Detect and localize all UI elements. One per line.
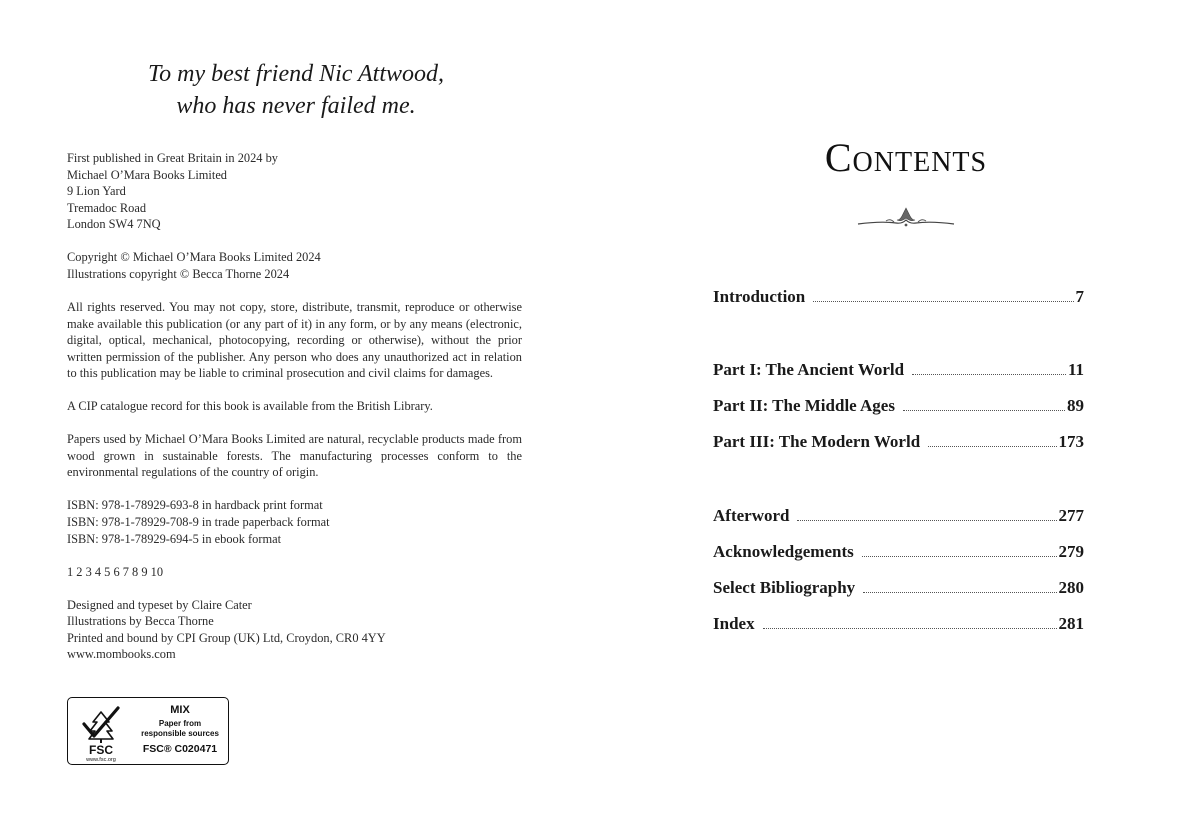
toc-entry-introduction[interactable] (713, 283, 1084, 307)
fsc-url: www.fsc.org (86, 757, 116, 762)
toc-entry-part-1[interactable] (713, 356, 1084, 380)
toc-entry-title: Part II: The Middle Ages (713, 396, 895, 415)
toc-entry-title: Select Bibliography (713, 578, 856, 597)
dedication (96, 58, 496, 122)
publisher-line: First published in Great Britain in 2024 by (67, 151, 278, 165)
isbn-line: ISBN: 978-1-78929-708-9 in trade paperback format (67, 515, 330, 530)
cip-notice: A CIP catalogue record for this book is available from the British Library. (67, 399, 433, 414)
credits-line: Designed and typeset by Claire Cater (67, 597, 252, 612)
contents-heading: Contents (824, 135, 988, 180)
toc-entry-page: 7 (1075, 287, 1084, 306)
imprint-block (67, 150, 522, 679)
contents-page (600, 0, 1200, 832)
toc-entry-page: 173 (1058, 432, 1084, 451)
isbn-line: ISBN: 978-1-78929-693-8 in hardback print format (67, 498, 323, 513)
toc-entry-title: Introduction (713, 287, 806, 306)
toc-leader-dots (813, 301, 1073, 302)
website-line: www.mombooks.com (67, 647, 176, 662)
toc-entry-page: 11 (1067, 360, 1084, 379)
toc-leader-dots (763, 628, 1057, 629)
isbn-list (67, 497, 522, 547)
dedication-line-2: who has never failed me. (176, 93, 416, 119)
credits-line: Illustrations by Becca Thorne (67, 614, 214, 629)
fsc-certification-logo (67, 697, 229, 765)
toc-entry-part-2[interactable] (713, 392, 1084, 416)
toc-entry-page: 279 (1058, 542, 1084, 561)
publisher-line: London SW4 7NQ (67, 217, 161, 232)
toc-leader-dots (912, 374, 1066, 375)
fsc-label-block (134, 704, 226, 756)
fsc-sub-label-2: responsible sources (141, 728, 219, 738)
toc-entry-index[interactable] (713, 610, 1084, 634)
toc-leader-dots (928, 446, 1056, 447)
paper-notice: Papers used by Michael O’Mara Books Limited are natural, recyclable products made from wood grown in sustainable forests. The manufacturing processes conform to the environmental regulations of the country of origin. (67, 432, 522, 480)
copyright-line: Illustrations copyright © Becca Thorne 2024 (67, 266, 290, 281)
isbn-line: ISBN: 978-1-78929-694-5 in ebook format (67, 531, 282, 546)
toc-leader-dots (863, 592, 1056, 593)
publisher-line: Tremadoc Road (67, 200, 147, 215)
toc-entry-title: Part III: The Modern World (713, 432, 921, 451)
print-number-line: 1 2 3 4 5 6 7 8 9 10 (67, 564, 164, 579)
toc-entry-page: 277 (1058, 506, 1084, 525)
toc-entry-bibliography[interactable] (713, 574, 1084, 598)
copyright-notice (67, 249, 522, 282)
publisher-line: 9 Lion Yard (67, 184, 126, 199)
dedication-line-1: To my best friend Nic Attwood, (147, 61, 444, 87)
toc-entry-page: 89 (1067, 396, 1084, 415)
credits (67, 597, 522, 663)
credits-line: Printed and bound by CPI Group (UK) Ltd, Croydon, CR0 4YY (67, 630, 386, 645)
toc-entry-title: Part I: The Ancient World (713, 360, 905, 379)
toc-entry-page: 280 (1058, 578, 1084, 597)
toc-leader-dots (797, 520, 1056, 521)
fsc-mix-label: MIX (170, 704, 190, 716)
copyright-line: Copyright © Michael O’Mara Books Limited 2024 (67, 250, 321, 265)
decorative-flourish-icon (856, 204, 956, 230)
toc-entry-acknowledgements[interactable] (713, 538, 1084, 562)
toc-entry-page: 281 (1058, 614, 1084, 633)
toc-leader-dots (903, 410, 1065, 411)
fsc-license-code: FSC® C020471 (142, 743, 218, 755)
toc-entry-title: Afterword (713, 506, 790, 525)
publisher-line: Michael O’Mara Books Limited (67, 167, 228, 182)
toc-entry-afterword[interactable] (713, 502, 1084, 526)
toc-entry-title: Acknowledgements (713, 542, 854, 561)
publisher-address (67, 150, 522, 233)
rights-notice: All rights reserved. You may not copy, store, distribute, transmit, reproduce or otherwise make available this publication (or any part of it) in any form, or by any means (electronic, digital, optical, mechanical, photocopying, recording or otherwise), without the prior written permission of the publisher. Any person who does any unauthorized act in relation to this publication may be liable to criminal prosecution and civil claims for damages. (67, 299, 522, 381)
toc-entry-part-3[interactable] (713, 428, 1084, 452)
toc-entry-title: Index (713, 614, 755, 633)
toc-leader-dots (862, 556, 1057, 557)
fsc-tree-check-icon (74, 702, 128, 762)
fsc-brand: FSC (89, 743, 113, 757)
fsc-sub-label-1: Paper from (158, 719, 202, 728)
